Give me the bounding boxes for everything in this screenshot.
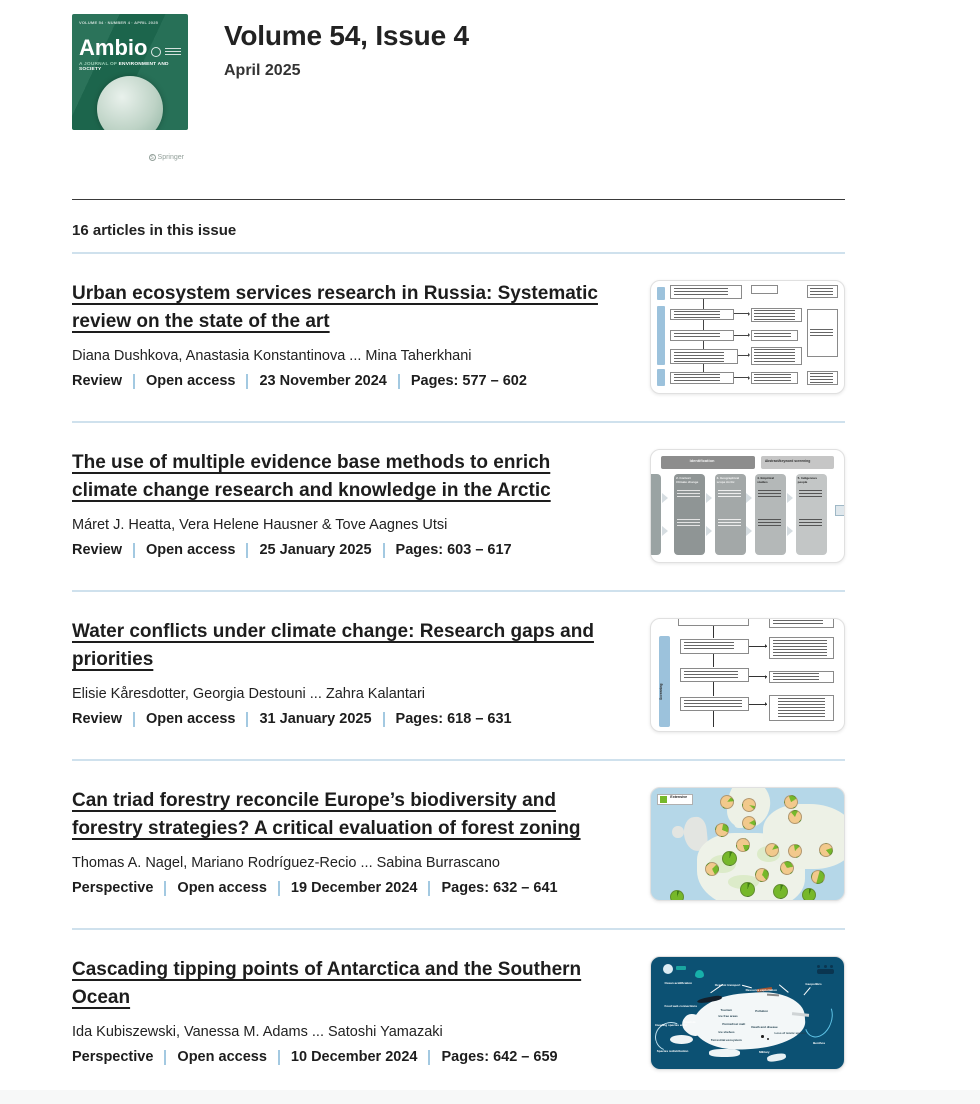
article-thumbnail-prisma-diagram[interactable]: Screening	[650, 618, 845, 732]
open-access-label: Open access	[145, 542, 236, 559]
issue-page	[72, 0, 845, 1099]
article-pages: Pages: 642 – 659	[441, 1049, 558, 1066]
article-type: Review	[72, 373, 122, 390]
article-type: Review	[72, 542, 122, 559]
article-authors: Ida Kubiszewski, Vanessa M. Adams ... Satoshi Yamazaki	[72, 1024, 443, 1041]
article-type: Review	[72, 711, 122, 728]
article-list-item	[72, 423, 845, 592]
journal-cover-image[interactable]	[72, 14, 188, 130]
article-meta	[72, 542, 617, 558]
open-access-label: Open access	[177, 1049, 267, 1066]
article-authors: Thomas A. Nagel, Mariano Rodríguez-Recio ... Sabina Burrascano	[72, 855, 500, 872]
article-type: Perspective	[72, 880, 154, 897]
article-title-link[interactable]: Water conflicts under climate change: Research gaps and priorities	[72, 621, 594, 670]
article-list-item	[72, 930, 845, 1099]
issue-header	[72, 0, 845, 161]
cover-volume-text: VOLUME 54 · NUMBER 4 · APRIL 2025	[79, 20, 159, 25]
meta-divider	[133, 543, 135, 558]
article-meta	[72, 880, 617, 896]
article-date: 23 November 2024	[259, 373, 387, 390]
meta-divider	[383, 712, 385, 727]
meta-divider	[246, 712, 248, 727]
academy-emblem-text	[165, 48, 181, 57]
meta-divider	[383, 543, 385, 558]
meta-divider	[428, 1050, 430, 1065]
cover-tagline: A JOURNAL OF ENVIRONMENT AND SOCIETY	[79, 62, 169, 72]
article-meta	[72, 711, 617, 727]
meta-divider	[133, 712, 135, 727]
article-date: 31 January 2025	[259, 711, 372, 728]
article-pages: Pages: 577 – 602	[410, 373, 527, 390]
open-access-label: Open access	[177, 880, 267, 897]
meta-divider	[246, 374, 248, 389]
academy-emblem-icon	[151, 47, 161, 57]
article-authors: Elisie Kåresdotter, Georgia Destouni ... Zahra Kalantari	[72, 686, 426, 703]
meta-divider	[398, 374, 400, 389]
meta-divider	[246, 543, 248, 558]
meta-divider	[133, 374, 135, 389]
open-access-label: Open access	[145, 711, 236, 728]
article-list	[72, 254, 845, 1099]
article-title-link[interactable]: Urban ecosystem services research in Russia: Systematic review on the state of the art	[72, 283, 598, 332]
journal-name: Ambio	[79, 35, 148, 60]
article-thumbnail-flow-diagram[interactable]	[650, 280, 845, 394]
article-title-link[interactable]: Cascading tipping points of Antarctica and the Southern Ocean	[72, 959, 582, 1008]
article-pages: Pages: 632 – 641	[441, 880, 558, 897]
article-list-item	[72, 592, 845, 761]
article-title-link[interactable]: Can triad forestry reconcile Europe’s biodiversity and forestry strategies? A critical evaluation of forest zoning	[72, 790, 581, 839]
meta-divider	[164, 1050, 166, 1065]
issue-article-count: 16 articles in this issue	[72, 222, 237, 239]
springer-icon: S	[150, 155, 154, 161]
article-date: 10 December 2024	[290, 1049, 418, 1066]
article-authors: Diana Dushkova, Anastasia Konstantinova ... Mina Taherkhani	[72, 348, 472, 365]
springer-logo: S Springer	[150, 154, 184, 161]
article-pages: Pages: 603 – 617	[395, 542, 512, 559]
globe-illustration	[97, 76, 163, 130]
open-access-label: Open access	[145, 373, 236, 390]
article-list-item	[72, 254, 845, 423]
issue-date: April 2025	[224, 62, 301, 79]
article-authors: Máret J. Heatta, Vera Helene Hausner & Tove Aagnes Utsi	[72, 517, 448, 534]
page-bottom-strip	[0, 1090, 980, 1104]
article-list-item	[72, 761, 845, 930]
article-thumbnail-europe-map[interactable]: Extensive	[650, 787, 845, 901]
article-type: Perspective	[72, 1049, 154, 1066]
article-thumbnail-screening-diagram[interactable]: Identification Abstract/keyword screening 2. Context Climate change 3. Geographical scope Arctic 4. Empirical studies 5. Indigenous people	[650, 449, 845, 563]
article-date: 25 January 2025	[259, 542, 372, 559]
article-meta	[72, 373, 617, 389]
meta-divider	[428, 881, 430, 896]
article-pages: Pages: 618 – 631	[395, 711, 512, 728]
article-meta	[72, 1049, 617, 1065]
meta-divider	[164, 881, 166, 896]
meta-divider	[278, 1050, 280, 1065]
article-date: 19 December 2024	[290, 880, 418, 897]
page-title: Volume 54, Issue 4	[224, 20, 469, 51]
article-thumbnail-antarctica-illustration[interactable]: Ocean acidification Oceanic transport Resource exploitation Geopolitics Food web connections Invading species enter Tourism Species redistribution Military Benthos Tourism Ice free areas Permafrost melt Ice shelves Terrestrial ecosystem Pollution Death and disease Loss of iconic species	[650, 956, 845, 1070]
meta-divider	[278, 881, 280, 896]
article-title-link[interactable]: The use of multiple evidence base methods to enrich climate change research and knowledge in the Arctic	[72, 452, 551, 501]
